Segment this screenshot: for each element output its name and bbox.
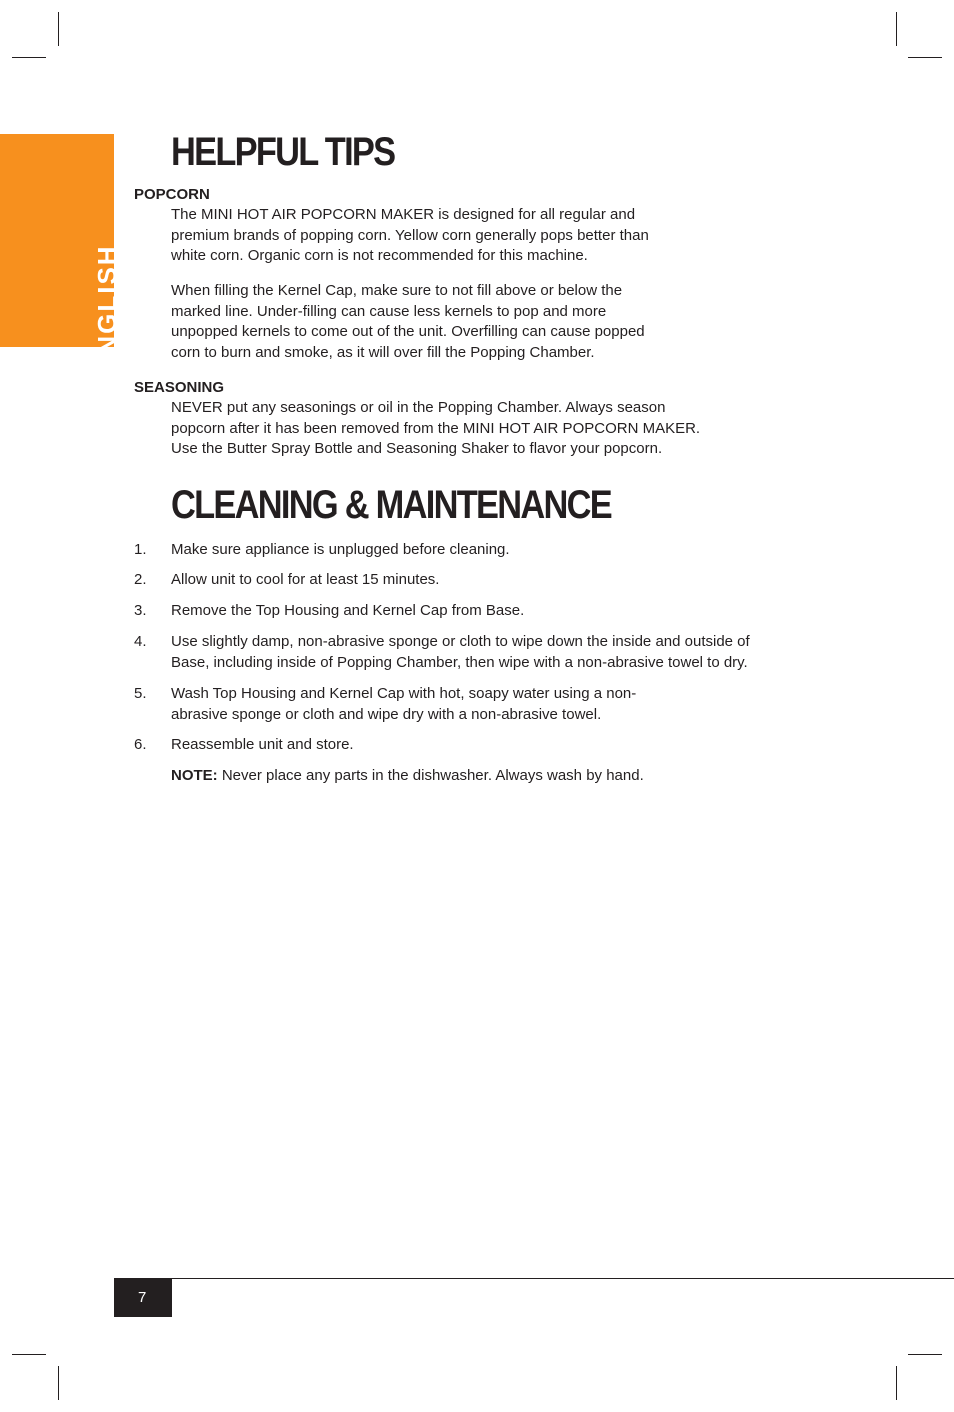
language-label: ENGLISH [92, 244, 122, 374]
seasoning-paragraph [171, 398, 771, 460]
popcorn-heading: POPCORN [134, 186, 210, 203]
step-number: 6. [134, 736, 147, 753]
crop-mark-bottom-right-h [908, 1354, 942, 1355]
text-line: white corn. Organic corn is not recommended for this machine. [171, 247, 588, 264]
popcorn-paragraph-1 [171, 205, 731, 267]
language-tab [0, 134, 122, 374]
crop-mark-top-right-v [896, 12, 897, 46]
text-line: Use the Butter Spray Bottle and Seasoning Shaker to flavor your popcorn. [171, 440, 663, 457]
crop-mark-top-right-h [908, 57, 942, 58]
crop-mark-top-left-v [58, 12, 59, 46]
text-line: corn to burn and smoke, as it will over fill the Popping Chamber. [171, 343, 595, 361]
crop-mark-top-left-h [12, 57, 46, 58]
text-line: popcorn after it has been removed from the MINI HOT AIR POPCORN MAKER. [171, 419, 701, 437]
step-number: 2. [134, 571, 147, 588]
step-text: Allow unit to cool for at least 15 minutes. [171, 571, 440, 588]
step-number: 3. [134, 602, 147, 619]
text-line: premium brands of popping corn. Yellow corn generally pops better than [171, 226, 649, 244]
text-line: abrasive sponge or cloth and wipe dry with a non-abrasive towel. [171, 705, 602, 723]
crop-mark-bottom-left-h [12, 1354, 46, 1355]
helpful-tips-title: HELPFUL TIPS [171, 130, 395, 174]
step-number: 1. [134, 541, 147, 558]
seasoning-heading: SEASONING [134, 379, 225, 396]
popcorn-paragraph-2 [171, 281, 731, 363]
crop-mark-bottom-left-v [58, 1366, 59, 1400]
text-line: NEVER put any seasonings or oil in the Popping Chamber. Always season [171, 399, 666, 416]
text-line: Base, including inside of Popping Chamber, then wipe with a non-abrasive towel to dry. [171, 653, 748, 671]
text-line: When filling the Kernel Cap, make sure to not fill above or below the [171, 282, 623, 299]
note [171, 766, 644, 787]
crop-mark-bottom-right-v [896, 1366, 897, 1400]
step-text [171, 684, 636, 725]
cleaning-title: CLEANING & MAINTENANCE [171, 483, 611, 527]
text-line: unpopped kernels to come out of the unit. Overfilling can cause popped [171, 323, 645, 340]
text-line: The MINI HOT AIR POPCORN MAKER is designed for all regular and [171, 206, 636, 223]
text-line: marked line. Under-filling can cause less kernels to pop and more [171, 302, 607, 320]
note-label: NOTE: [171, 767, 218, 784]
step-text: Remove the Top Housing and Kernel Cap from Base. [171, 602, 525, 619]
step-number: 5. [134, 685, 147, 702]
page-number-box [114, 1278, 172, 1317]
step-number: 4. [134, 633, 147, 650]
step-text [171, 632, 750, 673]
step-text: Make sure appliance is unplugged before cleaning. [171, 541, 510, 558]
text-line: Use slightly damp, non-abrasive sponge or cloth to wipe down the inside and outside of [171, 633, 750, 650]
footer-rule [114, 1278, 954, 1279]
page-number: 7 [138, 1289, 147, 1306]
step-text: Reassemble unit and store. [171, 736, 354, 753]
note-text: Never place any parts in the dishwasher. Always wash by hand. [217, 767, 644, 784]
text-line: Wash Top Housing and Kernel Cap with hot, soapy water using a non- [171, 685, 637, 702]
